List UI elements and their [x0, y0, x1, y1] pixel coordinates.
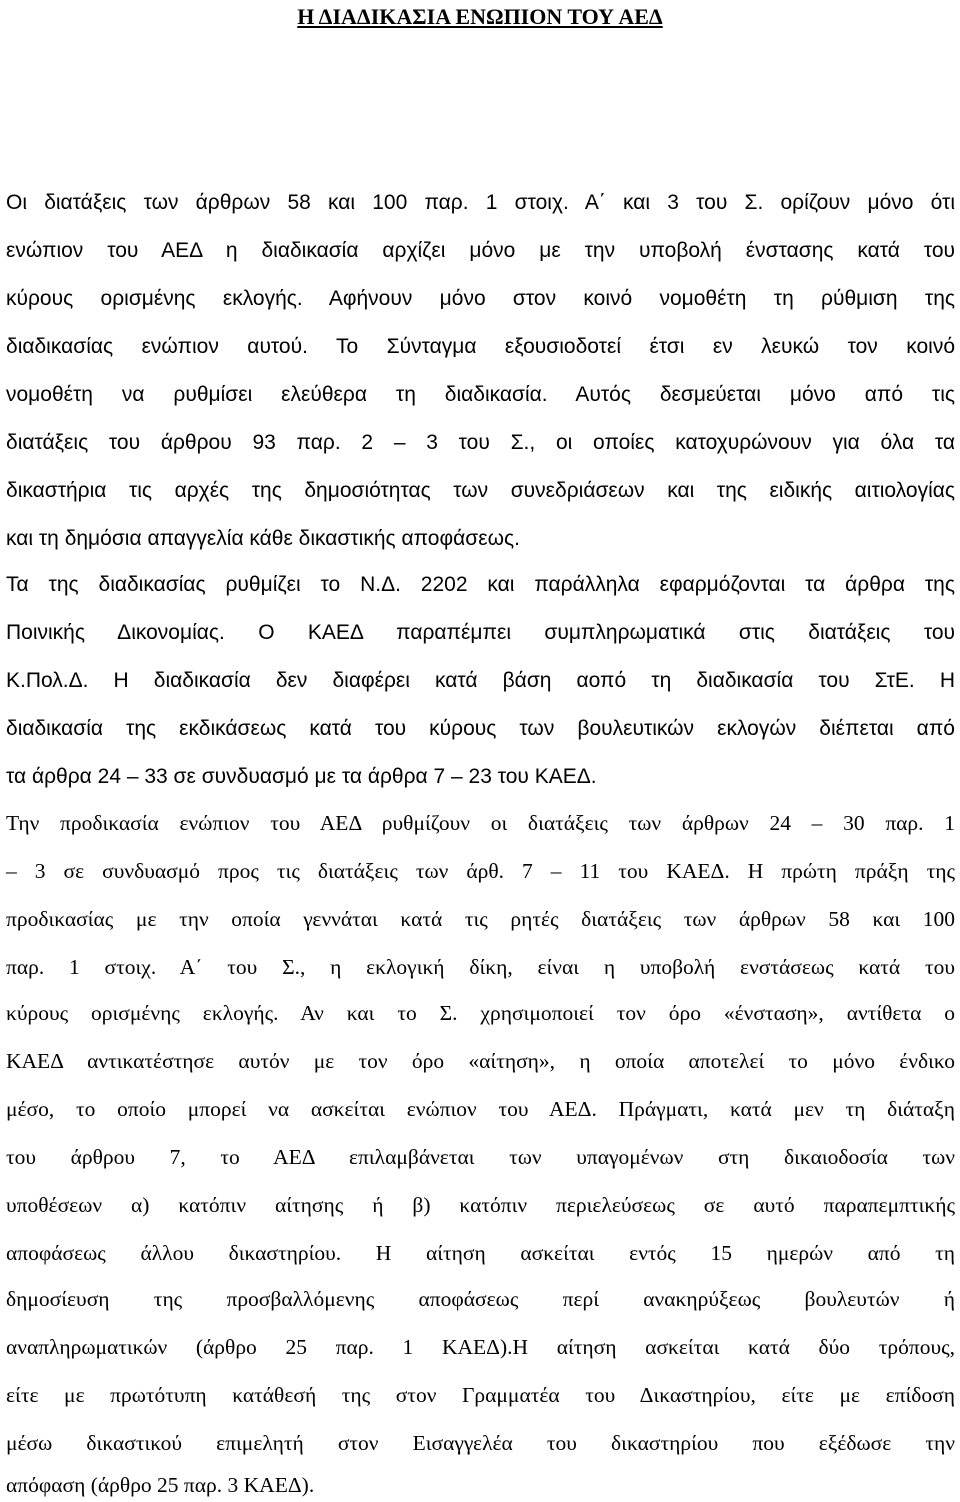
paragraph-3-line-6: ΚΑΕΔ αντικατέστησε αυτόν με τον όρο «αίτηση», η οποία αποτελεί το μόνο ένδικο [6, 1049, 955, 1073]
paragraph-2-line-3: Κ.Πολ.Δ. Η διαδικασία δεν διαφέρει κατά βάση αοπό τη διαδικασία του ΣτΕ. Η [6, 669, 955, 692]
paragraph-1-line-2: ενώπιον του ΑΕΔ η διαδικασία αρχίζει μόνο με την υποβολή ένστασης κατά του [6, 239, 955, 262]
paragraph-3-line-5: κύρους ορισμένης εκλογής. Αν και το Σ. χρησιμοποιεί τον όρο «ένσταση», αντίθετα ο [6, 1001, 955, 1025]
paragraph-1-line-1: Οι διατάξεις των άρθρων 58 και 100 παρ. 1 στοιχ. Α΄ και 3 του Σ. ορίζουν μόνο ότι [6, 191, 955, 214]
paragraph-3-line-7: μέσο, το οποίο μπορεί να ασκείται ενώπιον του ΑΕΔ. Πράγματι, κατά μεν τη διάταξη [6, 1097, 955, 1121]
paragraph-3-line-14: μέσω δικαστικού επιμελητή στον Εισαγγελέα του δικαστηρίου που εξέδωσε την [6, 1431, 955, 1455]
paragraph-3-line-10: αποφάσεως άλλου δικαστηρίου. Η αίτηση ασκείται εντός 15 ημερών από τη [6, 1241, 955, 1265]
paragraph-1-line-5: νομοθέτη να ρυθμίσει ελεύθερα τη διαδικασία. Αυτός δεσμεύεται μόνο από τις [6, 383, 955, 406]
paragraph-1-line-7: δικαστήρια τις αρχές της δημοσιότητας των συνεδριάσεων και της ειδικής αιτιολογίας [6, 479, 955, 502]
paragraph-3-line-1: Την προδικασία ενώπιον του ΑΕΔ ρυθμίζουν οι διατάξεις των άρθρων 24 – 30 παρ. 1 [6, 811, 955, 835]
document-title: Η ΔΙΑΔΙΚΑΣΙΑ ΕΝΩΠΙΟΝ ΤΟΥ ΑΕΔ [297, 4, 663, 29]
paragraph-1-line-8: και τη δημόσια απαγγελία κάθε δικαστικής αποφάσεως. [6, 527, 520, 550]
paragraph-3-line-8: του άρθρου 7, το ΑΕΔ επιλαμβάνεται των υπαγομένων στη δικαιοδοσία των [6, 1145, 955, 1169]
paragraph-3-line-3: προδικασίας με την οποία γεννάται κατά τις ρητές διατάξεις των άρθρων 58 και 100 [6, 907, 955, 931]
paragraph-3-line-11: δημοσίευση της προσβαλλόμενης αποφάσεως περί ανακηρύξεως βουλευτών ή [6, 1287, 955, 1311]
paragraph-2-line-2: Ποινικής Δικονομίας. Ο ΚΑΕΔ παραπέμπει συμπληρωματικά στις διατάξεις του [6, 621, 955, 644]
paragraph-3-line-15: απόφαση (άρθρο 25 παρ. 3 ΚΑΕΔ). [6, 1473, 315, 1497]
paragraph-3-line-2: – 3 σε συνδυασμό προς τις διατάξεις των άρθ. 7 – 11 του ΚΑΕΔ. Η πρώτη πράξη της [6, 859, 955, 883]
paragraph-3-line-4: παρ. 1 στοιχ. Α΄ του Σ., η εκλογική δίκη, είναι η υποβολή ενστάσεως κατά του [6, 955, 955, 979]
paragraph-3-line-12: αναπληρωματικών (άρθρο 25 παρ. 1 ΚΑΕΔ).Η αίτηση ασκείται κατά δύο τρόπους, [6, 1335, 955, 1359]
paragraph-1-line-4: διαδικασίας ενώπιον αυτού. Το Σύνταγμα εξουσιοδοτεί έτσι εν λευκώ τον κοινό [6, 335, 955, 358]
paragraph-2-line-1: Τα της διαδικασίας ρυθμίζει το Ν.Δ. 2202 και παράλληλα εφαρμόζονται τα άρθρα της [6, 573, 955, 596]
paragraph-2-line-4: διαδικασία της εκδικάσεως κατά του κύρους των βουλευτικών εκλογών διέπεται από [6, 717, 955, 740]
paragraph-1-line-6: διατάξεις του άρθρου 93 παρ. 2 – 3 του Σ., οι οποίες κατοχυρώνουν για όλα τα [6, 431, 955, 454]
paragraph-3-line-13: είτε με πρωτότυπη κατάθεσή της στον Γραμματέα του Δικαστηρίου, είτε με επίδοση [6, 1383, 955, 1407]
paragraph-1-line-3: κύρους ορισμένης εκλογής. Αφήνουν μόνο στον κοινό νομοθέτη τη ρύθμιση της [6, 287, 955, 310]
paragraph-2-line-5: τα άρθρα 24 – 33 σε συνδυασμό με τα άρθρα 7 – 23 του ΚΑΕΔ. [6, 765, 597, 788]
paragraph-3-line-9: υποθέσεων α) κατόπιν αίτησης ή β) κατόπιν περιελεύσεως σε αυτό παραπεμπτικής [6, 1193, 955, 1217]
